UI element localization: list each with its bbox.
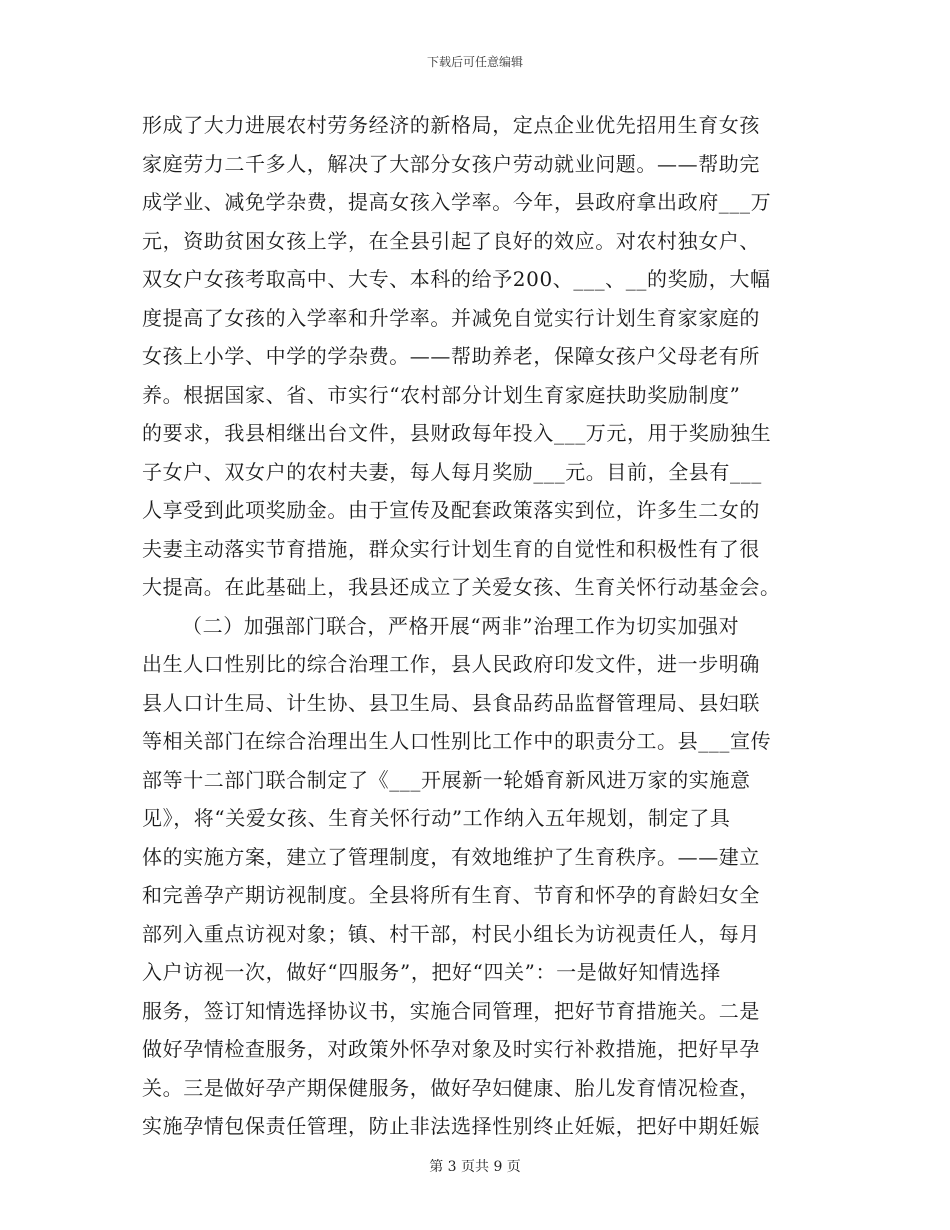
text-line: 人享受到此项奖励金。由于宣传及配套政策落实到位，许多生二女的 — [142, 498, 760, 522]
text-line: 养。根据国家、省、市实行“农村部分计划生育家庭扶助奖励制度” — [142, 382, 741, 407]
text-line: 部等十二部门联合制定了《___开展新一轮婚育新风进万家的实施意 — [142, 767, 751, 792]
document-body — [142, 106, 810, 1146]
text-line: 和完善孕产期访视制度。全县将所有生育、节育和怀孕的育龄妇女全 — [142, 883, 760, 907]
text-line: 成学业、减免学杂费，提高女孩入学率。今年，县政府拿出政府___万 — [142, 190, 772, 214]
text-line: 关。三是做好孕产期保健服务，做好孕妇健康、胎儿发育情况检查， — [142, 1075, 760, 1100]
text-line: 夫妻主动落实节育措施，群众实行计划生育的自觉性和积极性有了很 — [142, 536, 760, 561]
text-line: 元，资助贫困女孩上学，在全县引起了良好的效应。对农村独女户、 — [142, 228, 760, 253]
text-line: 女孩上小学、中学的学杂费。——帮助养老，保障女孩户父母老有所 — [142, 344, 760, 368]
text-line: 的要求，我县相继出台文件，县财政每年投入___万元，用于奖励独生 — [142, 421, 772, 445]
text-line: 家庭劳力二千多人，解决了大部分女孩户劳动就业问题。——帮助完 — [142, 151, 760, 176]
text-line: 形成了大力进展农村劳务经济的新格局，定点企业优先招用生育女孩 — [142, 113, 760, 137]
text-line: 见》，将“关爱女孩、生育关怀行动”工作纳入五年规划，制定了具 — [142, 806, 731, 830]
text-line: 大提高。在此基础上，我县还成立了关爱女孩、生育关怀行动基金会。 — [142, 575, 781, 599]
text-line: 入户访视一次，做好“四服务”，把好“四关”：一是做好知情选择 — [142, 960, 721, 984]
text-line: 部列入重点访视对象；镇、村干部，村民小组长为访视责任人，每月 — [142, 921, 760, 946]
text-line: 体的实施方案，建立了管理制度，有效地维护了生育秩序。——建立 — [142, 844, 760, 869]
text-line: 双女户女孩考取高中、大专、本科的给予200、___、__的奖励，大幅 — [142, 267, 771, 291]
text-line: 度提高了女孩的入学率和升学率。并减免自觉实行计划生育家家庭的 — [142, 305, 760, 330]
page-header: 下载后可任意编辑 — [426, 55, 523, 69]
text-line: 实施孕情包保责任管理，防止非法选择性别终止妊娠，把好中期妊娠 — [142, 1114, 760, 1138]
section-heading-line: （二）加强部门联合，严格开展“两非”治理工作为切实加强对 — [182, 613, 740, 638]
text-line: 出生人口性别比的综合治理工作，县人民政府印发文件，进一步明确 — [142, 652, 760, 676]
text-line: 等相关部门在综合治理出生人口性别比工作中的职责分工。县___宣传 — [142, 729, 772, 753]
text-line: 子女户、双女户的农村夫妻，每人每月奖励___元。目前，全县有___ — [142, 459, 762, 484]
text-line: 做好孕情检查服务，对政策外怀孕对象及时实行补救措施，把好早孕 — [142, 1037, 760, 1061]
page-number: 第 3 页共 9 页 — [429, 1159, 521, 1175]
text-line: 服务，签订知情选择协议书，实施合同管理，把好节育措施关。二是 — [142, 998, 760, 1023]
text-line: 县人口计生局、计生协、县卫生局、县食品药品监督管理局、县妇联 — [142, 690, 760, 715]
